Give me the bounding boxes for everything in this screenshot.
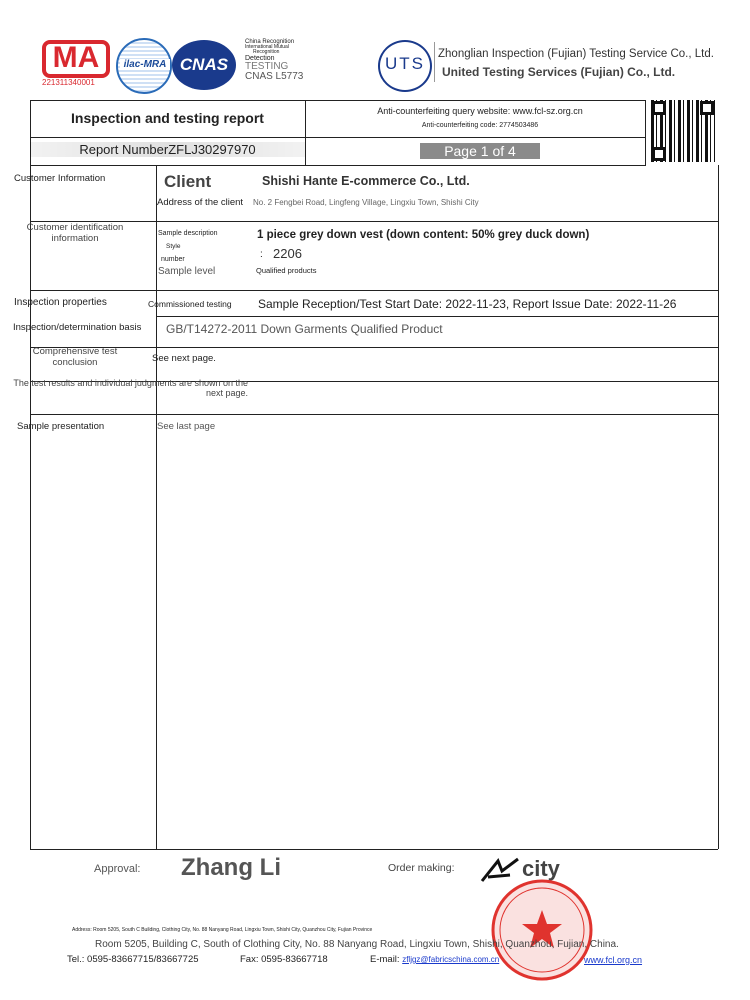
order-label: Order making: — [388, 862, 455, 874]
cnas-line1: China Recognition — [245, 39, 295, 45]
anti-code: Anti-counterfeiting code: 2774503486 — [421, 122, 539, 129]
presentation-value: See last page — [157, 421, 216, 432]
table-vline-left — [30, 165, 31, 849]
address-small: Address: Room 5205, South C Building, Clothing City, No. 88 Nanyang Road, Lingxiu Town, Shishi City, Quanzhou City, Fujian Province — [72, 927, 373, 933]
sample-desc-value: 1 piece grey down vest (down content: 50% grey duck down) — [257, 229, 590, 241]
qr-code — [651, 100, 715, 162]
table-hline — [30, 849, 718, 850]
qr-finder-tr — [700, 101, 714, 115]
approval-label: Approval: — [94, 863, 141, 875]
cnas-line2: International Mutual — [245, 44, 289, 50]
table-vline-mid — [156, 165, 157, 849]
anti-website: Anti-counterfeiting query website: www.fcl-sz.org.cn — [377, 106, 583, 116]
company-stamp — [490, 878, 594, 982]
conclusion-value: See next page. — [152, 353, 216, 364]
table-hline — [156, 316, 718, 317]
uts-logo — [378, 40, 432, 92]
inspection-props-label: Inspection properties — [14, 297, 107, 308]
sample-level-label: Sample level — [158, 266, 216, 277]
cnas-text: CNAS — [179, 55, 229, 74]
company-name-1: Zhonglian Inspection (Fujian) Testing Service Co., Ltd. — [438, 48, 714, 60]
ilac-logo — [116, 38, 172, 94]
table-vline-right — [718, 165, 719, 849]
dates-value: Sample Reception/Test Start Date: 2022-11-23, Report Issue Date: 2022-11-26 — [258, 297, 677, 311]
email — [370, 954, 499, 965]
address-value: No. 2 Fengbei Road, Lingfeng Village, Lingxiu Town, Shishi City — [253, 198, 479, 207]
client-value: Shishi Hante E-commerce Co., Ltd. — [262, 174, 470, 188]
email-link[interactable]: zfljgz@fabricschina.com.cn — [402, 955, 500, 964]
basis-item-2: Qualified Product — [350, 322, 443, 336]
sample-desc-label: Sample description — [158, 230, 218, 237]
table-hline — [30, 347, 718, 348]
sample-level-value: Qualified products — [256, 266, 317, 275]
qr-finder-bl — [652, 147, 666, 161]
conclusion-label: Comprehensive test conclusion — [32, 346, 118, 368]
customer-info-label: Customer Information — [14, 173, 106, 184]
web-link[interactable]: www.fcl.org.cn — [584, 955, 643, 965]
customer-ident-label: Customer identification information — [26, 222, 124, 244]
table-hline — [30, 221, 718, 222]
style-label: Style — [166, 243, 181, 250]
report-number-value: ZFLJ30297970 — [168, 142, 256, 157]
hline — [30, 165, 646, 166]
hline — [30, 100, 646, 101]
basis-label: Inspection/determination basis — [13, 322, 142, 333]
company-name-2: United Testing Services (Fujian) Co., Ltd. — [442, 65, 676, 79]
ilac-text: ilac-MRA — [120, 59, 170, 70]
qr-finder-tl — [652, 101, 666, 115]
number-label: number — [161, 256, 185, 263]
email-label: E-mail: — [370, 954, 400, 965]
page-indicator: Page 1 of 4 — [420, 143, 540, 159]
order-name: city — [522, 856, 560, 881]
presentation-label: Sample presentation — [17, 421, 105, 432]
report-number-label: Report Number — [79, 142, 169, 157]
ma-number: 221311340001 — [42, 78, 95, 87]
results-label: The test results and individual judgments are shown on the next page. — [13, 378, 248, 398]
cnas-line3: Recognition — [253, 49, 280, 55]
approval-name: Zhang Li — [181, 854, 281, 881]
vline — [305, 100, 306, 165]
basis-item-1: Down Garments — [260, 322, 348, 336]
basis-standard: GB/T14272-2011 — [166, 322, 258, 336]
cnas-line4: Detection — [245, 55, 275, 62]
tel: Tel.: 0595-83667715/83667725 — [67, 954, 199, 965]
stamp-graphic — [490, 878, 594, 982]
fax: Fax: 0595-83667718 — [240, 954, 328, 965]
cnas-line5: TESTING — [245, 61, 289, 72]
address-main: Room 5205, Building C, South of Clothing City, No. 88 Nanyang Road, Lingxiu Town, Shishi, Quanzhou, Fujian, China. — [95, 939, 619, 950]
table-hline — [30, 290, 718, 291]
uts-text: UTS — [385, 54, 425, 73]
client-label: Client — [164, 172, 212, 191]
table-hline — [30, 414, 718, 415]
address-label: Address of the client — [157, 197, 244, 208]
ma-logo-text: MA — [52, 41, 100, 74]
company-divider — [434, 42, 435, 82]
report-title: Inspection and testing report — [71, 110, 264, 126]
style-value: 2206 — [273, 246, 302, 261]
cnas-caption — [245, 39, 335, 82]
report-number — [30, 142, 305, 157]
hline — [30, 137, 646, 138]
style-colon: : — [260, 249, 263, 260]
cnas-code: CNAS L5773 — [245, 71, 304, 82]
basis-value — [166, 322, 443, 336]
ma-logo — [42, 40, 112, 88]
commissioned-label: Commissioned testing — [148, 299, 232, 309]
cnas-logo — [172, 40, 236, 90]
